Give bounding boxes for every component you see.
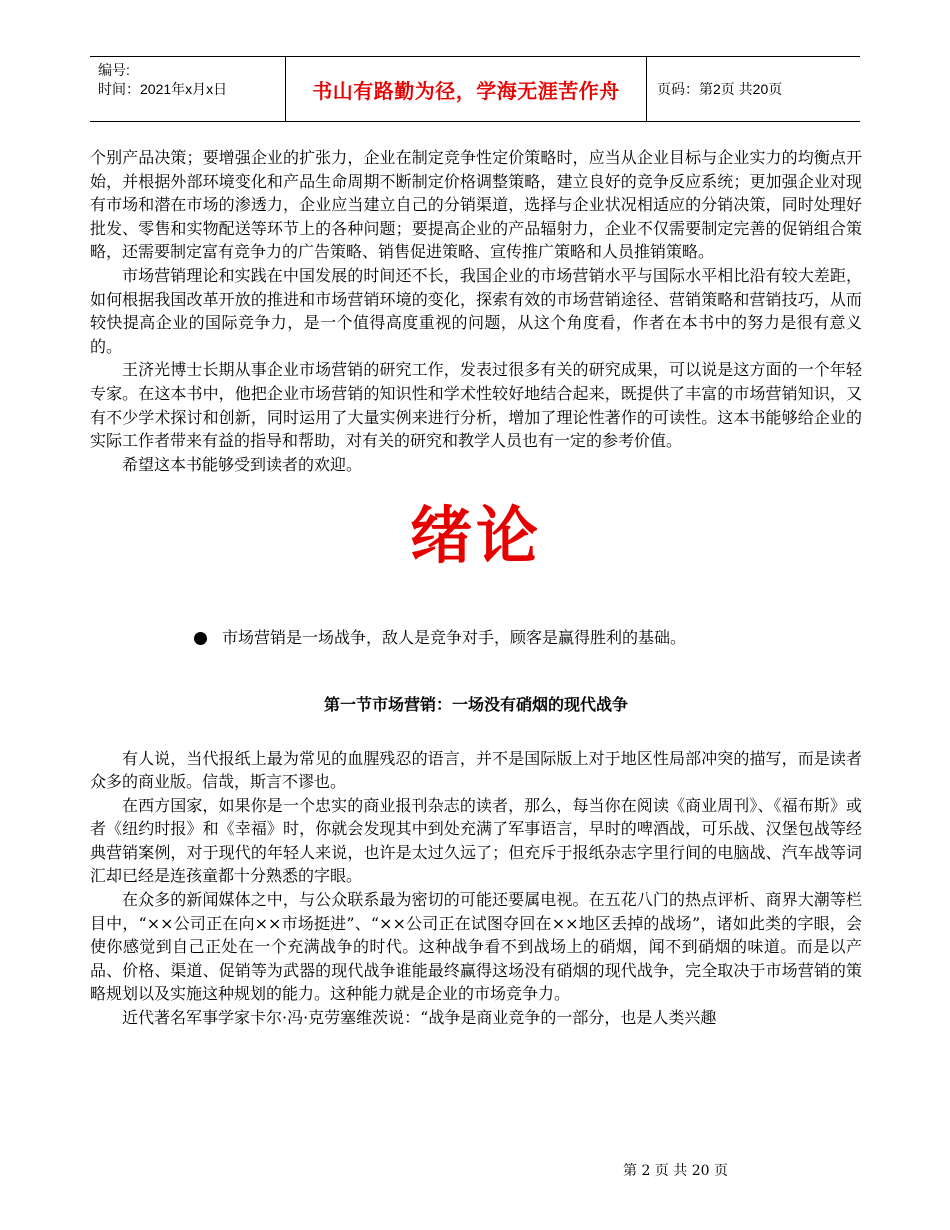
document-number-label: 编号: bbox=[98, 62, 130, 78]
paragraph: 有人说，当代报纸上最为常见的血腥残忍的语言，并不是国际版上对于地区性局部冲突的描写，而是读者众多的商业版。信哉，斯言不谬也。 bbox=[90, 748, 862, 792]
paragraph: 市场营销理论和实践在中国发展的时间还不长，我国企业的市场营销水平与国际水平相比沿有较大差距，如何根据我国改革开放的推进和市场营销环境的变化，探索有效的市场营销途径、营销策略和营销技巧，从而较快提高企业的国际竞争力，是一个值得高度重视的问题，从这个角度看，作者在本书中的努力是很有意义的。 bbox=[90, 265, 862, 356]
header-motto: 书山有路勤为径，学海无涯苦作舟 bbox=[286, 57, 647, 121]
chapter-title: 绪论 bbox=[409, 499, 542, 573]
paragraph: 王济光博士长期从事企业市场营销的研究工作，发表过很多有关的研究成果，可以说是这方面的一个年轻专家。在这本书中，他把企业市场营销的知识性和学术性较好地结合起来，既提供了丰富的市场营销知识，又有不少学术探讨和创新，同时运用了大量实例来进行分析，增加了理论性著作的可读性。这本书能够给企业的实际工作者带来有益的指导和帮助，对有关的研究和教学人员也有一定的参考价值。 bbox=[90, 360, 862, 451]
paragraph: 近代著名军事学家卡尔·冯·克劳塞维茨说：“战争是商业竞争的一部分，也是人类兴趣 bbox=[122, 1008, 717, 1028]
header-meta bbox=[90, 57, 286, 121]
key-point bbox=[90, 626, 862, 650]
header-page-info: 页码：第2页 共20页 bbox=[657, 81, 783, 97]
paragraph: 在西方国家，如果你是一个忠实的商业报刊杂志的读者，那么，每当你在阅读《商业周刊》、《福布斯》或者《纽约时报》和《幸福》时，你就会发现其中到处充满了军事语言，早时的啤酒战，可乐战、汉堡包战等经典营销案例，对于现代的年轻人来说，也许是太过久远了；但充斥于报纸杂志字里行间的电脑战、汽车战等词汇却已经是连孩童都十分熟悉的字眼。 bbox=[90, 795, 862, 886]
foreword-section bbox=[90, 146, 862, 476]
document-body bbox=[90, 146, 862, 1030]
page-footer: 第 2 页 共 20 页 bbox=[623, 1163, 728, 1179]
document-date: 时间：2021年x月x日 bbox=[98, 81, 228, 97]
bullet-icon bbox=[194, 632, 207, 645]
paragraph: 个别产品决策；要增强企业的扩张力，企业在制定竞争性定价策略时，应当从企业目标与企业实力的均衡点开始，并根据外部环境变化和产品生命周期不断制定价格调整策略，建立良好的竞争反应系统；更加强企业对现有市场和潜在市场的渗透力，企业应当建立自己的分销渠道，选择与企业状况相适应的分销决策，同时处理好批发、零售和实物配送等环节上的各种问题；要提高企业的产品辐射力，企业不仅需要制定完善的促销组合策略，还需要制定富有竞争力的广告策略、销售促进策略、宣传推广策略和人员推销策略。 bbox=[90, 148, 862, 262]
key-point-text: 市场营销是一场战争，敌人是竞争对手，顾客是赢得胜利的基础。 bbox=[222, 628, 687, 648]
page-header bbox=[90, 56, 860, 122]
section-heading: 第一节市场营销：一场没有硝烟的现代战争 bbox=[323, 694, 628, 714]
paragraph: 希望这本书能够受到读者的欢迎。 bbox=[122, 454, 363, 474]
paragraph: 在众多的新闻媒体之中，与公众联系最为密切的可能还要属电视。在五花八门的热点评析、商界大潮等栏目中，“××公司正在向××市场挺进”、“××公司正在试图夺回在××地区丢掉的战场”，诸如此类的字眼，会使你感觉到自己正处在一个充满战争的时代。这种战争看不到战场上的硝烟，闻不到硝烟的味道。而是以产品、价格、渠道、促销等为武器的现代战争谁能最终赢得这场没有硝烟的现代战争，完全取决于市场营销的策略规划以及实施这种规划的能力。这种能力就是企业的市场竞争力。 bbox=[90, 890, 862, 1004]
section-body bbox=[90, 747, 862, 1030]
